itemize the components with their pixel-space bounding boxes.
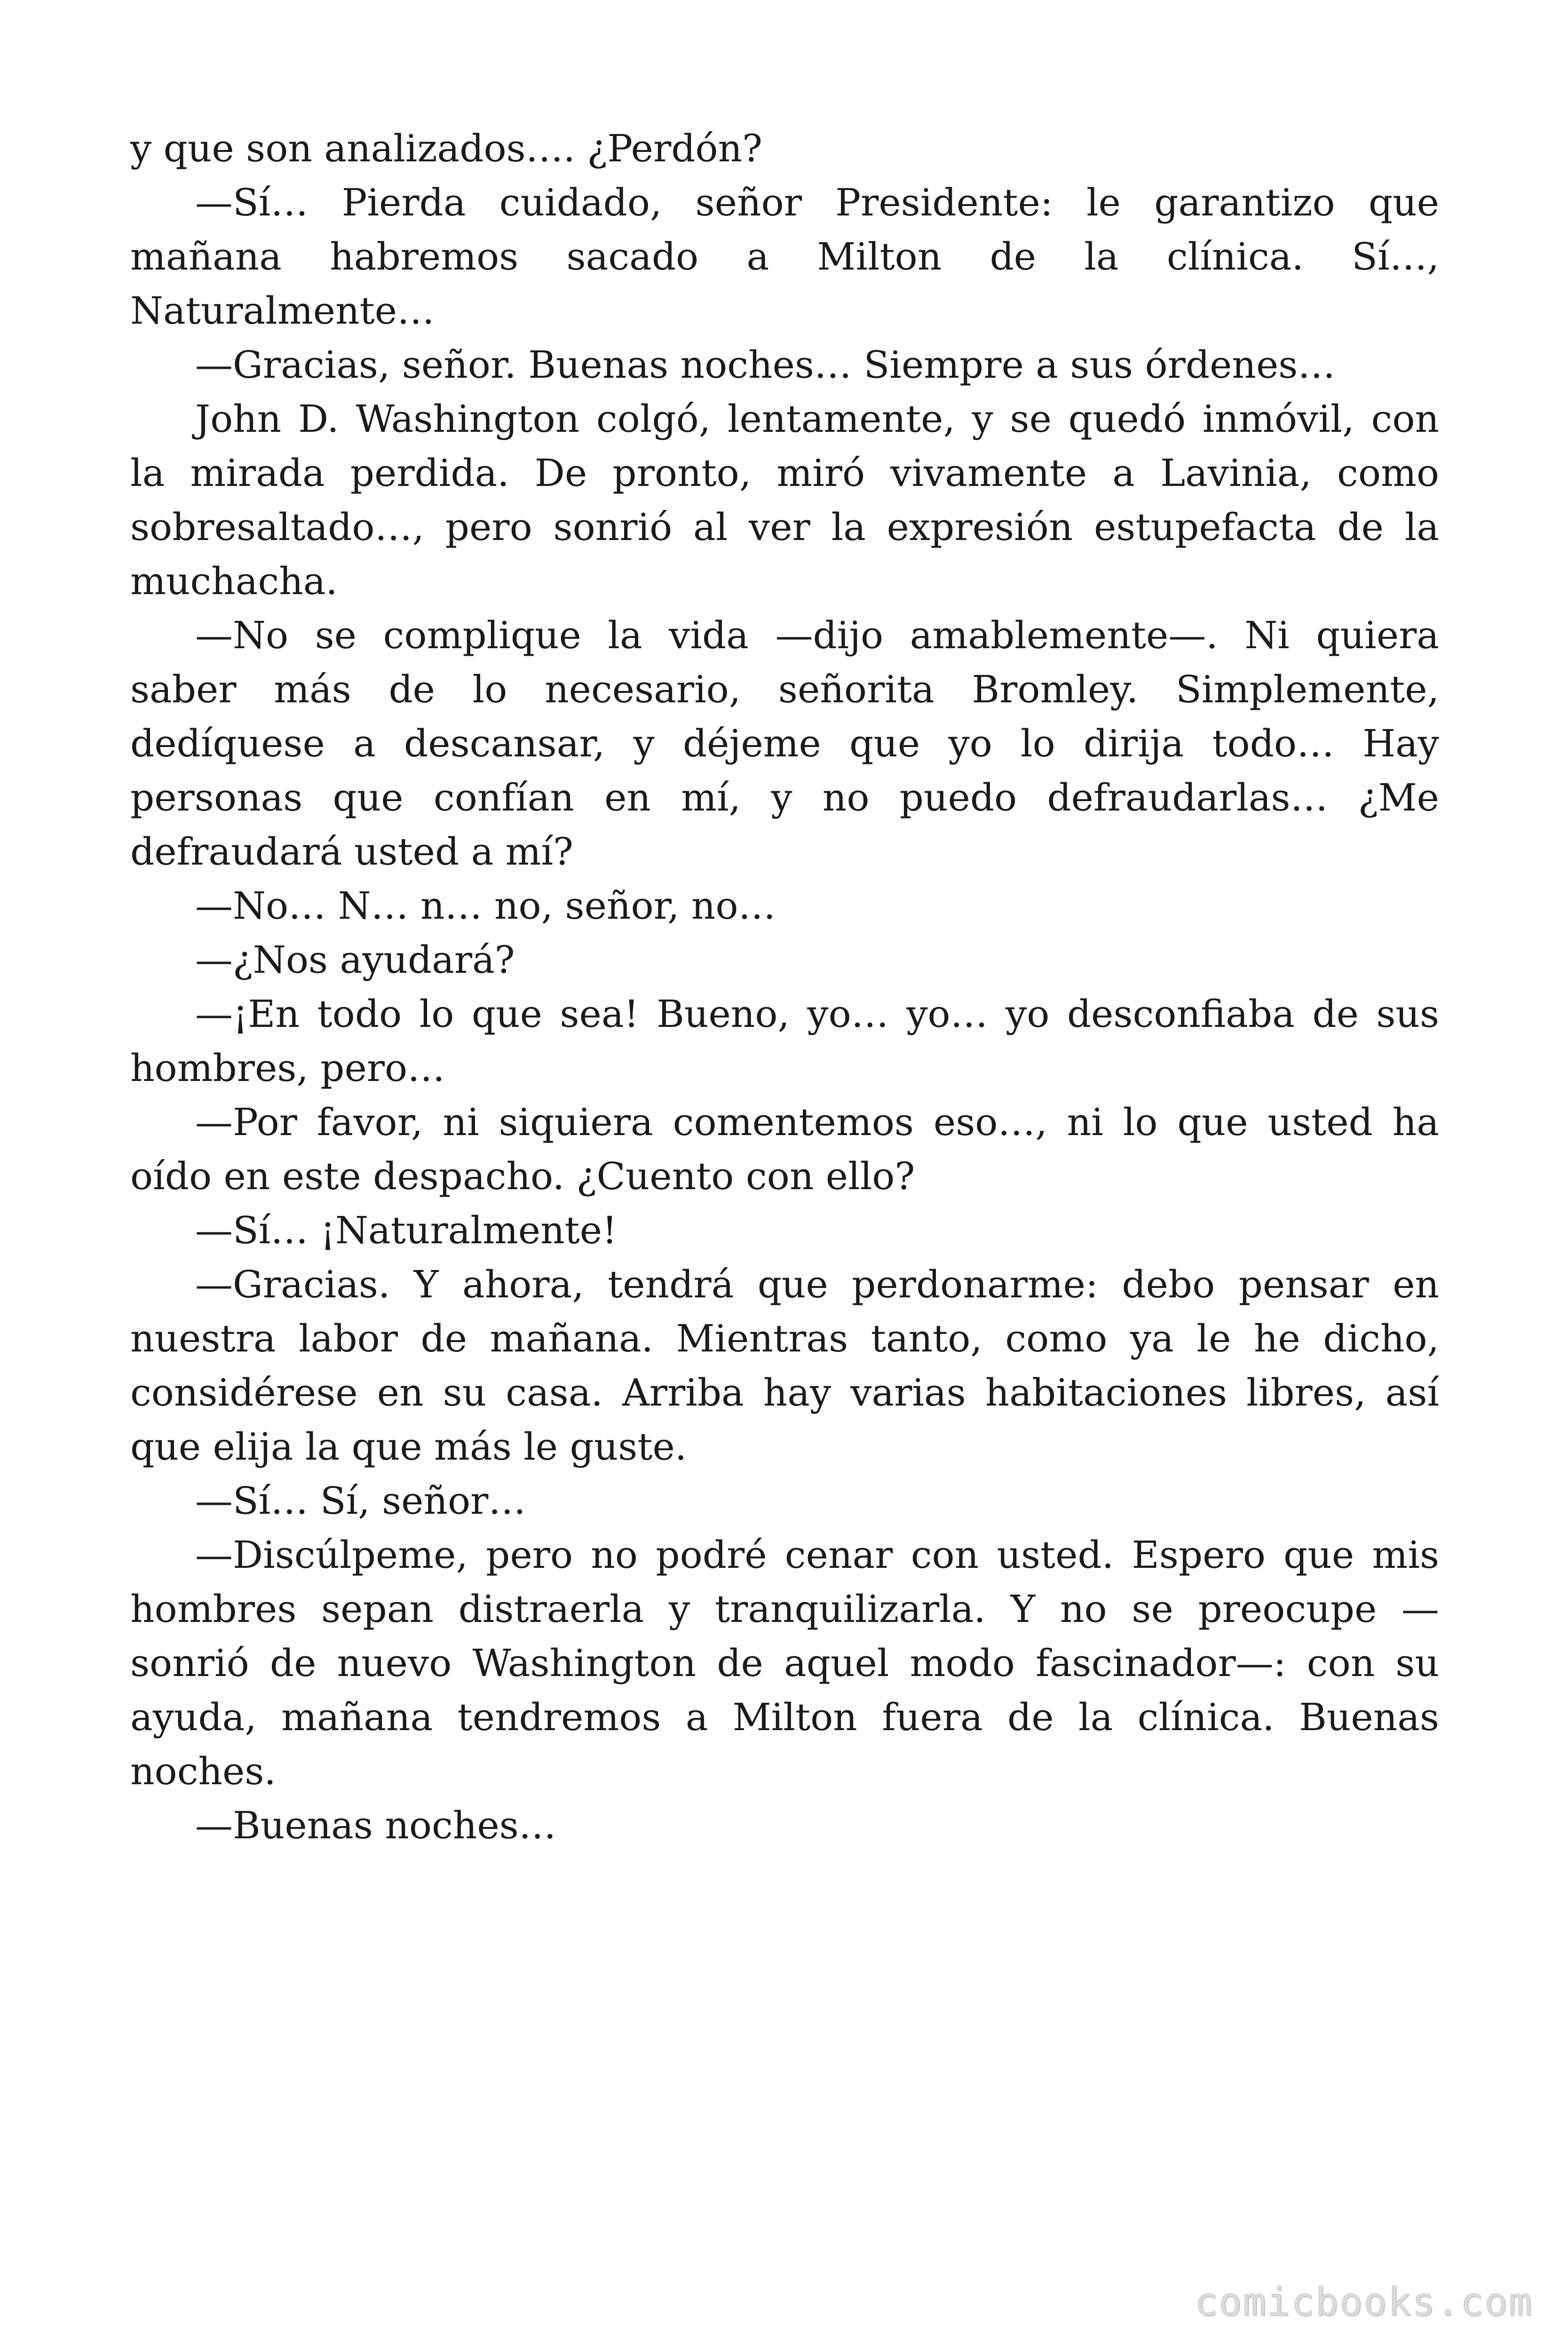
paragraph: —Discúlpeme, pero no podré cenar con usted. Espero que mis hombres sepan distraerla y tranquilizarla. Y no se preocupe — sonrió de nuevo Washington de aquel modo fascinador—: con su ayuda, mañana tendremos a Milton fuera de la clínica. Buenas noches.: [130, 1533, 1439, 1793]
paragraph: —Sí… Sí, señor…: [195, 1479, 526, 1523]
paragraph: —Por favor, ni siquiera comentemos eso…, ni lo que usted ha oído en este despacho. ¿Cuento con ello?: [130, 1100, 1439, 1198]
paragraph: John D. Washington colgó, lentamente, y se quedó inmóvil, con la mirada perdida. De pronto, miró vivamente a Lavinia, como sobresaltado…, pero sonrió al ver la expresión estupefacta de la muchacha.: [130, 397, 1439, 603]
page-body-text: [130, 121, 1439, 1852]
paragraph: —¡En todo lo que sea! Bueno, yo… yo… yo desconfiaba de sus hombres, pero…: [130, 992, 1439, 1090]
paragraph: —Gracias. Y ahora, tendrá que perdonarme: debo pensar en nuestra labor de mañana. Mientras tanto, como ya le he dicho, considérese en su casa. Arriba hay varias habitaciones libres, así que elija la que más le guste.: [130, 1263, 1439, 1469]
paragraph: —Sí… Pierda cuidado, señor Presidente: le garantizo que mañana habremos sacado a Milton de la clínica. Sí…, Naturalmente…: [130, 181, 1439, 333]
paragraph: —No se complique la vida —dijo amablemente—. Ni quiera saber más de lo necesario, señorita Bromley. Simplemente, dedíquese a descansar, y déjeme que yo lo dirija todo… Hay personas que confían en mí, y no puedo defraudarlas… ¿Me defraudará usted a mí?: [130, 613, 1439, 874]
paragraph: —Buenas noches…: [195, 1804, 556, 1847]
paragraph: y que son analizados…. ¿Perdón?: [130, 127, 763, 170]
paragraph: —No… N… n… no, señor, no…: [195, 884, 776, 928]
paragraph: —¿Nos ayudará?: [195, 938, 515, 982]
paragraph: —Sí… ¡Naturalmente!: [195, 1208, 618, 1252]
paragraph: —Gracias, señor. Buenas noches… Siempre a sus órdenes…: [195, 343, 1336, 387]
watermark: comicbooks.com: [1194, 2280, 1533, 2325]
